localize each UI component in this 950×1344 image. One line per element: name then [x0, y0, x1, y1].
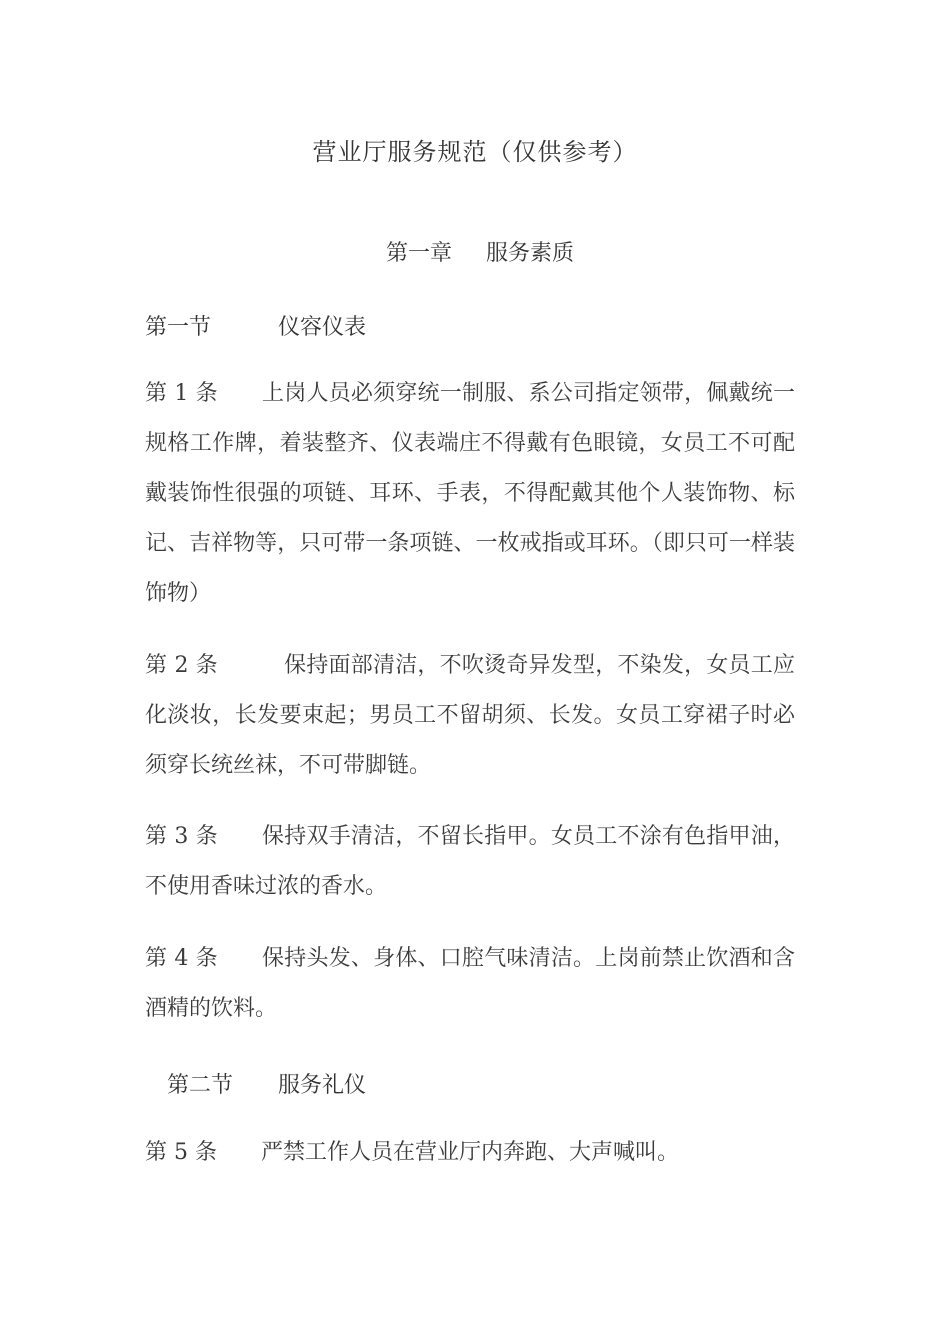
- section-heading: [167, 1068, 367, 1099]
- article-label: 第 5 条: [145, 1140, 217, 1165]
- section-heading: [145, 310, 367, 341]
- document-title: 营业厅服务规范（仅供参考）: [312, 138, 638, 166]
- chapter-name: 服务素质: [486, 241, 575, 266]
- section-name: 服务礼仪: [278, 1073, 367, 1098]
- chapter-number: 第一章: [386, 241, 453, 266]
- article-1: [145, 369, 795, 619]
- article-5: [145, 1128, 795, 1178]
- section-number: 第二节: [167, 1073, 234, 1098]
- article-4: [145, 934, 795, 1034]
- article-2: [145, 641, 795, 791]
- section-name: 仪容仪表: [278, 315, 367, 340]
- section-number: 第一节: [145, 315, 212, 340]
- article-label: 第 3 条: [145, 824, 218, 849]
- chapter-heading: [386, 236, 574, 267]
- article-text: 严禁工作人员在营业厅内奔跑、大声喊叫。: [260, 1140, 679, 1165]
- article-label: 第 1 条: [145, 381, 218, 406]
- article-3: [145, 812, 795, 912]
- article-text: 保持面部清洁，不吹烫奇异发型，不染发，女员工应化淡妆，长发要束起；男员工不留胡须、长发。女员工穿裙子时必须穿长统丝袜，不可带脚链。: [145, 653, 795, 778]
- article-text: 保持双手清洁，不留长指甲。女员工不涂有色指甲油，不使用香味过浓的香水。: [145, 824, 795, 899]
- article-label: 第 4 条: [145, 946, 218, 971]
- article-text: 保持头发、身体、口腔气味清洁。上岗前禁止饮酒和含酒精的饮料。: [145, 946, 795, 1021]
- article-label: 第 2 条: [145, 653, 218, 678]
- article-text: 上岗人员必须穿统一制服、系公司指定领带，佩戴统一规格工作牌，着装整齐、仪表端庄不得戴有色眼镜，女员工不可配戴装饰性很强的项链、耳环、手表，不得配戴其他个人装饰物、标记、吉祥物等，只可带一条项链、一枚戒指或耳环。（即只可一样装饰物）: [145, 381, 795, 606]
